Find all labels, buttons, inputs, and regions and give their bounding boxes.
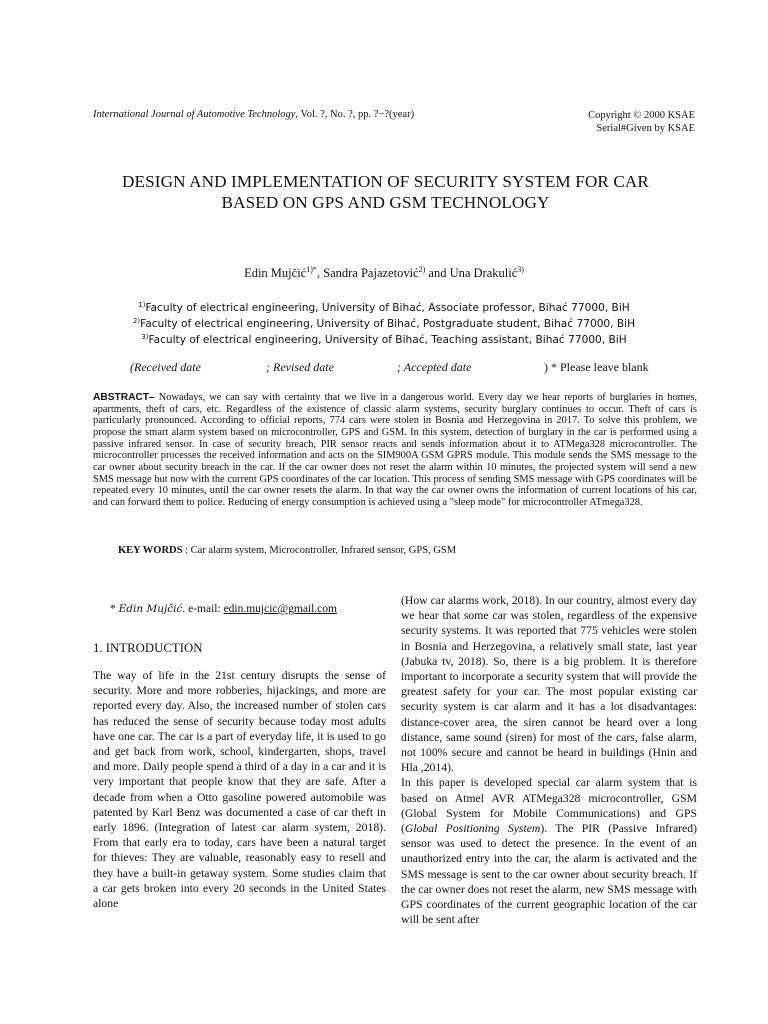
- affiliation-2-sup: 2): [132, 317, 141, 325]
- p3-part-a: In this paper is developed special car alarm system that is based on Atmel AVR ATMega328 microcontroller, GSM (Global System for Mobile Communications) and GPS (: [401, 776, 697, 836]
- author-list: [0, 265, 768, 281]
- abstract-text: Nowadays, we can say with certainty that we live in a dangerous world. Every day we hear reports of burglaries in homes, apartments, theft of cars, etc. Regardless of the existence of classic alarm systems, security burglary continues to occur. Theft of cars is particularly pronounced. According to official reports, 774 cars were stolen in Bosnia and Herzegovina in 2017. To solve this problem, we propose the smart alarm system based on microcontroller, GPS and GSM. In this system, detection of burglary in the car is performed using a passive infrared sensor. In case of security breach, PIR sensor reacts and sends information about it to ATMega328 microcontroller. The microcontroller processes the received information and acts on the SIM900A GSM GPRS module. This module sends the SMS message to the car owner about security breach in the car. If the car owner does not reset the alarm within 10 minutes, the projected system will send a new SMS message but now with the current GPS coordinates of the car location. This process of sending SMS message with GPS coordinates will be repeated every 10 minutes, until the car owner resets the alarm. In that way the car owner owns the information of current locations of his car, and can forward them to police. Reducing of energy consumption is achieved using a "sleep mode" for microcontroller ATmega328.: [93, 392, 697, 508]
- footnote-author-name: Edin Mujčić: [118, 603, 183, 615]
- affiliation-1-text: Faculty of electrical engineering, University of Bihać, Associate professor, Bihać 77000, BiH: [145, 302, 630, 314]
- leave-blank-note: ) * Please leave blank: [544, 360, 649, 374]
- intro-paragraph-3: [401, 775, 697, 927]
- paper-title: [60, 171, 711, 213]
- copyright-block: [588, 109, 695, 135]
- author-3: and Una Drakulić: [425, 266, 518, 280]
- affiliation-3: [0, 333, 768, 346]
- received-date: (Received date: [130, 360, 201, 374]
- journal-name: International Journal of Automotive Technology: [93, 109, 296, 120]
- keywords-text: : Car alarm system, Microcontroller, Infrared sensor, GPS, GSM: [182, 545, 457, 556]
- p3-gps-expansion: Global Positioning System: [404, 822, 541, 836]
- author-2: , Sandra Pajazetović: [316, 266, 419, 280]
- affiliation-3-sup: 3): [141, 333, 149, 341]
- intro-paragraph-1: The way of life in the 21st century disrupts the sense of security. More and more robberies, hijackings, and more are reported every day. Also, the increased number of stolen cars has reduced the sense of security because today most adults have one car. The car is a part of everyday life, it is used to go and get back from work, school, kindergarten, shops, travel and more. Daily people spend a third of a day in a car and it is very important that people know that they are safe. After a decade from when a Otto gasoline powered automobile was patented by Karl Benz was documented a case of car theft in early 1896. (Integration of latest car alarm system, 2018). From that early era to today, cars have been a natural target for thieves: They are valuable, reasonably easy to resell and they have a built-in getaway system. Some studies claim that a car gets broken into every 20 seconds in the United States alone: [93, 669, 386, 911]
- right-column: [401, 593, 697, 927]
- author-1: Edin Mujčić: [244, 266, 307, 280]
- keywords: [118, 545, 456, 556]
- affiliation-1-sup: 1): [138, 301, 146, 309]
- title-line-1: DESIGN AND IMPLEMENTATION OF SECURITY SYSTEM FOR CAR: [122, 172, 649, 191]
- left-column: [93, 668, 386, 911]
- footnote-star: *: [110, 603, 119, 615]
- intro-paragraph-2: (How car alarms work, 2018). In our country, almost every day we hear that some car was stolen, regardless of the expensive security systems. It was reported that 775 vehicles were stolen in Bosnia and Herzegovina, a relatively small state, last year (Jabuka tv, 2018). So, there is a big problem. It is therefore important to incorporate a security system that will provide the greatest safety for your car. The most popular existing car security system is car alarm and it has a lot disadvantages: distance-cover area, the siren cannot be heard over a long distance, same sound (siren) for most of the cars, false alarm, not 100% secure and cannot be heard in buildings (Hnin and Hla ,2014).: [401, 594, 697, 775]
- affiliation-3-text: Faculty of electrical engineering, University of Bihać, Teaching assistant, Bihać 77000, BiH: [148, 334, 627, 346]
- abstract-label: ABSTRACT–: [93, 392, 155, 403]
- affiliation-1: [0, 301, 768, 314]
- corresponding-author-footnote: [110, 603, 337, 615]
- author-3-sup: 3): [517, 265, 524, 274]
- revised-date: ; Revised date: [266, 360, 334, 374]
- author-1-sup: 1)*: [306, 265, 317, 274]
- author-email-link[interactable]: edin.mujcic@gmail.com: [223, 603, 337, 615]
- abstract: [93, 392, 697, 509]
- footnote-email-label: . e-mail:: [182, 603, 224, 615]
- affiliation-2: [0, 317, 768, 330]
- author-2-sup: 2): [418, 265, 426, 274]
- journal-header: [93, 109, 414, 120]
- affiliation-2-text: Faculty of electrical engineering, University of Bihać, Postgraduate student, Bihać 77000, BiH: [140, 318, 636, 330]
- accepted-date: ; Accepted date: [397, 360, 472, 374]
- copyright-text: Copyright © 2000 KSAE: [588, 110, 695, 121]
- p3-part-c: ). The PIR (Passive Infrared) sensor was used to detect the presence. In the event of an unauthorized entry into the car, the alarm is activated and the SMS message is sent to the car owner about security breach. If the car owner does not reset the alarm, new SMS message with GPS coordinates of the current geographic location of the car will be sent after: [401, 822, 697, 927]
- section-heading-introduction: 1. INTRODUCTION: [93, 641, 203, 655]
- keywords-label: KEY WORDS: [118, 545, 183, 556]
- serial-text: Serial#Given by KSAE: [596, 123, 695, 134]
- journal-volume: , Vol. ?, No. ?, pp. ?−?(year): [295, 109, 415, 120]
- title-line-2: BASED ON GPS AND GSM TECHNOLOGY: [221, 193, 550, 212]
